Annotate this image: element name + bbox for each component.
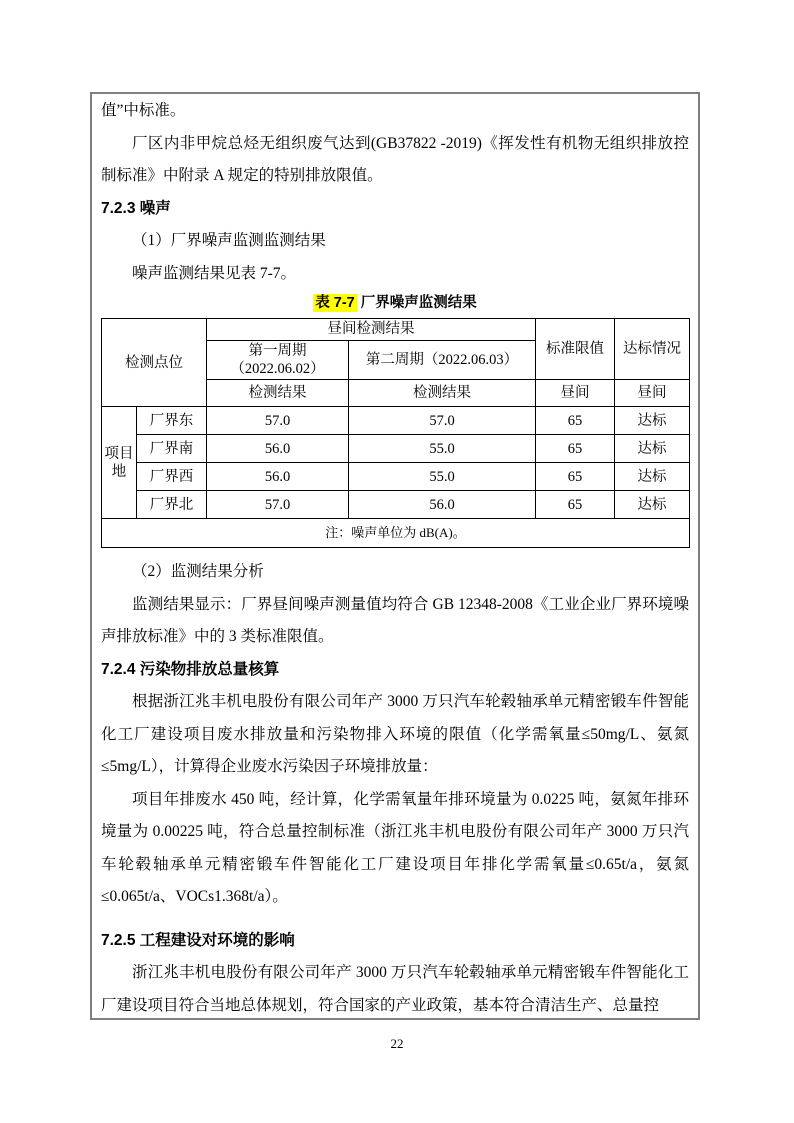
header-period-1: 第一周期（2022.06.02）	[207, 341, 349, 380]
cell-period2-value: 57.0	[349, 407, 536, 435]
noise-monitoring-table	[101, 318, 690, 548]
paragraph-see-table: 噪声监测结果见表 7-7。	[132, 264, 297, 282]
page-number: 22	[390, 1036, 404, 1051]
cell-limit: 65	[536, 435, 615, 463]
cell-site: 厂界北	[137, 491, 207, 519]
paragraph-noise-item-1: （1）厂界噪声监测监测结果	[132, 232, 326, 249]
heading-7-2-5-impact: 7.2.5 工程建设对环境的影响	[101, 931, 295, 949]
cell-period2-value: 55.0	[349, 463, 536, 491]
table-row-south	[102, 435, 690, 463]
paragraph-fugitive-gas: 厂区内非甲烷总烃无组织废气达到(GB37822 -2019)《挥发性有机物无组织排放控制标准》中附录 A 规定的特别排放限值。	[101, 134, 689, 184]
paragraph-analysis-item: （2）监测结果分析	[132, 563, 264, 581]
table-note: 注：噪声单位为 dB(A)。	[102, 519, 690, 548]
row-group-project-site: 项目地	[102, 407, 137, 519]
table-row-north	[102, 491, 690, 519]
cell-limit: 65	[536, 491, 615, 519]
caption-highlight: 表 7-7	[315, 295, 355, 311]
paragraph-total-calculation: 项目年排废水 450 吨，经计算，化学需氧量年排环境量为 0.0225 吨，氨氮年排环境量为 0.00225 吨，符合总量控制标准（浙江兆丰机电股份有限公司年产 3000 万只汽车轮毂轴承单元精密锻车件智能化工厂建设项目年排化学需氧量≤0.65t/a，氨氮≤0.065t/a、VOCs1.368t/a）。	[101, 790, 689, 906]
table-caption	[101, 290, 689, 316]
header-period-2: 第二周期（2022.06.03）	[349, 341, 536, 380]
header-daytime-2: 昼间	[615, 380, 690, 407]
cell-limit: 65	[536, 463, 615, 491]
cell-period1-value: 57.0	[207, 491, 349, 519]
cell-period2-value: 56.0	[349, 491, 536, 519]
header-daytime-results: 昼间检测结果	[207, 319, 536, 341]
cell-site: 厂界东	[137, 407, 207, 435]
table-header-row-1	[102, 319, 690, 341]
paragraph-analysis: 监测结果显示：厂界昼间噪声测量值均符合 GB 12348-2008《工业企业厂界环境噪声排放标准》中的 3 类标准限值。	[101, 595, 689, 646]
content-border-box	[90, 92, 700, 1020]
cell-status: 达标	[615, 407, 690, 435]
paragraph-total-basis: 根据浙江兆丰机电股份有限公司年产 3000 万只汽车轮毂轴承单元精密锻车件智能化工厂建设项目废水排放量和污染物排入环境的限值（化学需氧量≤50mg/L、氨氮≤5mg/L），计算得企业废水污染因子环境排放量：	[101, 693, 689, 776]
cell-period2-value: 55.0	[349, 435, 536, 463]
cell-status: 达标	[615, 435, 690, 463]
table-row-west	[102, 463, 690, 491]
header-result-2: 检测结果	[349, 380, 536, 407]
cell-site: 厂界南	[137, 435, 207, 463]
cell-period1-value: 56.0	[207, 435, 349, 463]
header-standard-limit: 标准限值	[536, 319, 615, 380]
cell-period1-value: 57.0	[207, 407, 349, 435]
caption-title-text: 厂界噪声监测结果	[356, 295, 477, 311]
cell-status: 达标	[615, 463, 690, 491]
header-result-1: 检测结果	[207, 380, 349, 407]
header-compliance: 达标情况	[615, 319, 690, 380]
cell-status: 达标	[615, 491, 690, 519]
table-note-row	[102, 519, 690, 548]
cell-limit: 65	[536, 407, 615, 435]
cell-period1-value: 56.0	[207, 463, 349, 491]
paragraph-carryover: 值”中标准。	[101, 102, 186, 119]
cell-site: 厂界西	[137, 463, 207, 491]
header-monitoring-point: 检测点位	[102, 319, 207, 407]
heading-7-2-3-noise: 7.2.3 噪声	[101, 199, 171, 217]
heading-7-2-4-total-emission: 7.2.4 污染物排放总量核算	[101, 660, 280, 678]
paragraph-impact: 浙江兆丰机电股份有限公司年产 3000 万只汽车轮毂轴承单元精密锻车件智能化工厂建设项目符合当地总体规划，符合国家的产业政策，基本符合清洁生产、总量控	[101, 964, 689, 1014]
header-daytime-1: 昼间	[536, 380, 615, 407]
table-row-east	[102, 407, 690, 435]
